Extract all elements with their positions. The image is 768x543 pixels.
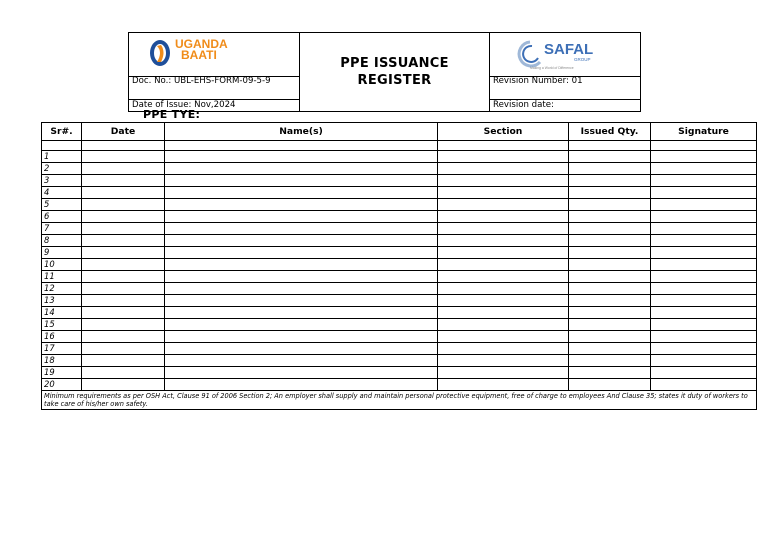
date-cell[interactable]: [82, 211, 165, 223]
name-cell[interactable]: [165, 175, 438, 187]
issued-qty-cell[interactable]: [569, 235, 651, 247]
section-cell[interactable]: [438, 355, 569, 367]
name-cell[interactable]: [165, 163, 438, 175]
footer-note-row: [42, 391, 757, 410]
row-number: 7: [42, 223, 82, 235]
name-cell[interactable]: [165, 319, 438, 331]
signature-cell[interactable]: [651, 247, 757, 259]
section-cell[interactable]: [438, 211, 569, 223]
date-cell[interactable]: [82, 307, 165, 319]
column-header-issued-qty: Issued Qty.: [569, 123, 651, 141]
row-number: 18: [42, 355, 82, 367]
section-cell[interactable]: [438, 343, 569, 355]
section-cell[interactable]: [438, 235, 569, 247]
row-number: 15: [42, 319, 82, 331]
section-cell[interactable]: [438, 271, 569, 283]
svg-text:SAFAL: SAFAL: [544, 41, 594, 58]
issued-qty-cell[interactable]: [569, 199, 651, 211]
row-number: 2: [42, 163, 82, 175]
section-cell[interactable]: [438, 163, 569, 175]
section-cell[interactable]: [438, 199, 569, 211]
row-number: 3: [42, 175, 82, 187]
date-of-issue: Date of Issue: Nov,2024: [129, 100, 300, 112]
date-cell[interactable]: [82, 283, 165, 295]
row-number: 4: [42, 187, 82, 199]
table-row: [42, 223, 757, 235]
revision-date: Revision date:: [490, 100, 641, 112]
name-cell[interactable]: [165, 307, 438, 319]
column-header-signature: Signature: [651, 123, 757, 141]
company-logo-cell: [129, 33, 300, 77]
table-row: [42, 355, 757, 367]
date-cell[interactable]: [82, 319, 165, 331]
name-cell[interactable]: [165, 151, 438, 163]
issued-qty-cell[interactable]: [569, 355, 651, 367]
issued-qty-cell[interactable]: [569, 223, 651, 235]
row-number: 11: [42, 271, 82, 283]
date-cell[interactable]: [82, 295, 165, 307]
table-header-row: [42, 123, 757, 141]
date-cell[interactable]: [82, 163, 165, 175]
date-cell[interactable]: [82, 235, 165, 247]
date-cell[interactable]: [82, 379, 165, 391]
table-row: [42, 331, 757, 343]
signature-cell[interactable]: [651, 307, 757, 319]
section-cell[interactable]: [438, 175, 569, 187]
date-cell[interactable]: [82, 223, 165, 235]
issued-qty-cell[interactable]: [569, 307, 651, 319]
section-cell[interactable]: [438, 367, 569, 379]
name-cell[interactable]: [165, 283, 438, 295]
row-number: 5: [42, 199, 82, 211]
issued-qty-cell[interactable]: [569, 163, 651, 175]
issued-qty-cell[interactable]: [569, 151, 651, 163]
date-cell[interactable]: [82, 259, 165, 271]
name-cell[interactable]: [165, 295, 438, 307]
group-logo-cell: [490, 33, 641, 77]
name-cell[interactable]: [165, 355, 438, 367]
signature-cell[interactable]: [651, 379, 757, 391]
date-cell[interactable]: [82, 199, 165, 211]
issued-qty-cell[interactable]: [569, 343, 651, 355]
section-cell[interactable]: [438, 379, 569, 391]
section-cell[interactable]: [438, 319, 569, 331]
table-row: [42, 271, 757, 283]
svg-text:Making a World of Difference: Making a World of Difference: [530, 66, 574, 70]
table-row: [42, 187, 757, 199]
issued-qty-cell[interactable]: [569, 283, 651, 295]
table-row: [42, 343, 757, 355]
signature-cell[interactable]: [651, 331, 757, 343]
name-cell[interactable]: [165, 199, 438, 211]
signature-cell[interactable]: [651, 283, 757, 295]
date-cell[interactable]: [82, 175, 165, 187]
footer-note: Minimum requirements as per OSH Act, Clause 91 of 2006 Section 2; An employer shall supply and maintain personal protective equipment, free of charge to employees And Clause 35; states it duty of workers to take care of his/her own safety.: [42, 391, 757, 410]
issued-qty-cell[interactable]: [569, 271, 651, 283]
signature-cell[interactable]: [651, 295, 757, 307]
issued-qty-cell[interactable]: [569, 247, 651, 259]
name-cell[interactable]: [165, 343, 438, 355]
issued-qty-cell[interactable]: [569, 331, 651, 343]
company-logo-text: UGANDA BAATI: [175, 37, 228, 62]
signature-cell[interactable]: [651, 271, 757, 283]
table-row: [42, 151, 757, 163]
table-row: [42, 319, 757, 331]
ppe-register-table: [41, 122, 757, 410]
section-cell[interactable]: [438, 247, 569, 259]
table-row: [42, 379, 757, 391]
issued-qty-cell[interactable]: [569, 211, 651, 223]
name-cell[interactable]: [165, 187, 438, 199]
signature-cell[interactable]: [651, 175, 757, 187]
name-cell[interactable]: [165, 379, 438, 391]
row-number: 19: [42, 367, 82, 379]
row-number: 14: [42, 307, 82, 319]
date-cell[interactable]: [82, 247, 165, 259]
issued-qty-cell[interactable]: [569, 187, 651, 199]
uganda-baati-emblem-icon: [149, 38, 171, 68]
table-spacer-row: [42, 141, 757, 151]
issued-qty-cell[interactable]: [569, 295, 651, 307]
signature-cell[interactable]: [651, 151, 757, 163]
table-row: [42, 283, 757, 295]
revision-number: Revision Number: 01: [490, 77, 641, 100]
section-cell[interactable]: [438, 283, 569, 295]
name-cell[interactable]: [165, 259, 438, 271]
row-number: 16: [42, 331, 82, 343]
column-header-section: Section: [438, 123, 569, 141]
row-number: 17: [42, 343, 82, 355]
section-cell[interactable]: [438, 331, 569, 343]
row-number: 6: [42, 211, 82, 223]
name-cell[interactable]: [165, 331, 438, 343]
signature-cell[interactable]: [651, 367, 757, 379]
date-cell[interactable]: [82, 343, 165, 355]
table-row: [42, 163, 757, 175]
signature-cell[interactable]: [651, 355, 757, 367]
name-cell[interactable]: [165, 247, 438, 259]
issued-qty-cell[interactable]: [569, 367, 651, 379]
doc-number: Doc. No.: UBL-EHS-FORM-09-5-9: [129, 77, 300, 100]
column-header-names: Name(s): [165, 123, 438, 141]
date-cell[interactable]: [82, 331, 165, 343]
signature-cell[interactable]: [651, 319, 757, 331]
table-row: [42, 247, 757, 259]
section-cell[interactable]: [438, 151, 569, 163]
signature-cell[interactable]: [651, 199, 757, 211]
ppe-type-label: PPE TYE:: [143, 108, 201, 121]
date-cell[interactable]: [82, 151, 165, 163]
row-number: 9: [42, 247, 82, 259]
safal-swirl-icon: [516, 36, 616, 74]
name-cell[interactable]: [165, 223, 438, 235]
section-cell[interactable]: [438, 259, 569, 271]
date-cell[interactable]: [82, 367, 165, 379]
row-number: 1: [42, 151, 82, 163]
table-row: [42, 211, 757, 223]
date-cell[interactable]: [82, 355, 165, 367]
table-row: [42, 367, 757, 379]
signature-cell[interactable]: [651, 235, 757, 247]
row-number: 20: [42, 379, 82, 391]
form-header: [128, 32, 641, 112]
signature-cell[interactable]: [651, 163, 757, 175]
row-number: 12: [42, 283, 82, 295]
table-row: [42, 307, 757, 319]
name-cell[interactable]: [165, 367, 438, 379]
section-cell[interactable]: [438, 187, 569, 199]
section-cell[interactable]: [438, 223, 569, 235]
signature-cell[interactable]: [651, 187, 757, 199]
table-row: [42, 235, 757, 247]
row-number: 10: [42, 259, 82, 271]
svg-text:GROUP: GROUP: [574, 57, 591, 62]
name-cell[interactable]: [165, 271, 438, 283]
table-row: [42, 199, 757, 211]
issued-qty-cell[interactable]: [569, 259, 651, 271]
signature-cell[interactable]: [651, 343, 757, 355]
signature-cell[interactable]: [651, 211, 757, 223]
section-cell[interactable]: [438, 295, 569, 307]
signature-cell[interactable]: [651, 223, 757, 235]
row-number: 13: [42, 295, 82, 307]
signature-cell[interactable]: [651, 259, 757, 271]
section-cell[interactable]: [438, 307, 569, 319]
table-row: [42, 295, 757, 307]
column-header-date: Date: [82, 123, 165, 141]
row-number: 8: [42, 235, 82, 247]
form-title: PPE ISSUANCE REGISTER: [300, 33, 490, 112]
table-row: [42, 259, 757, 271]
issued-qty-cell[interactable]: [569, 379, 651, 391]
date-cell[interactable]: [82, 187, 165, 199]
issued-qty-cell[interactable]: [569, 175, 651, 187]
date-cell[interactable]: [82, 271, 165, 283]
table-row: [42, 175, 757, 187]
name-cell[interactable]: [165, 211, 438, 223]
column-header-sr: Sr#.: [42, 123, 82, 141]
name-cell[interactable]: [165, 235, 438, 247]
issued-qty-cell[interactable]: [569, 319, 651, 331]
